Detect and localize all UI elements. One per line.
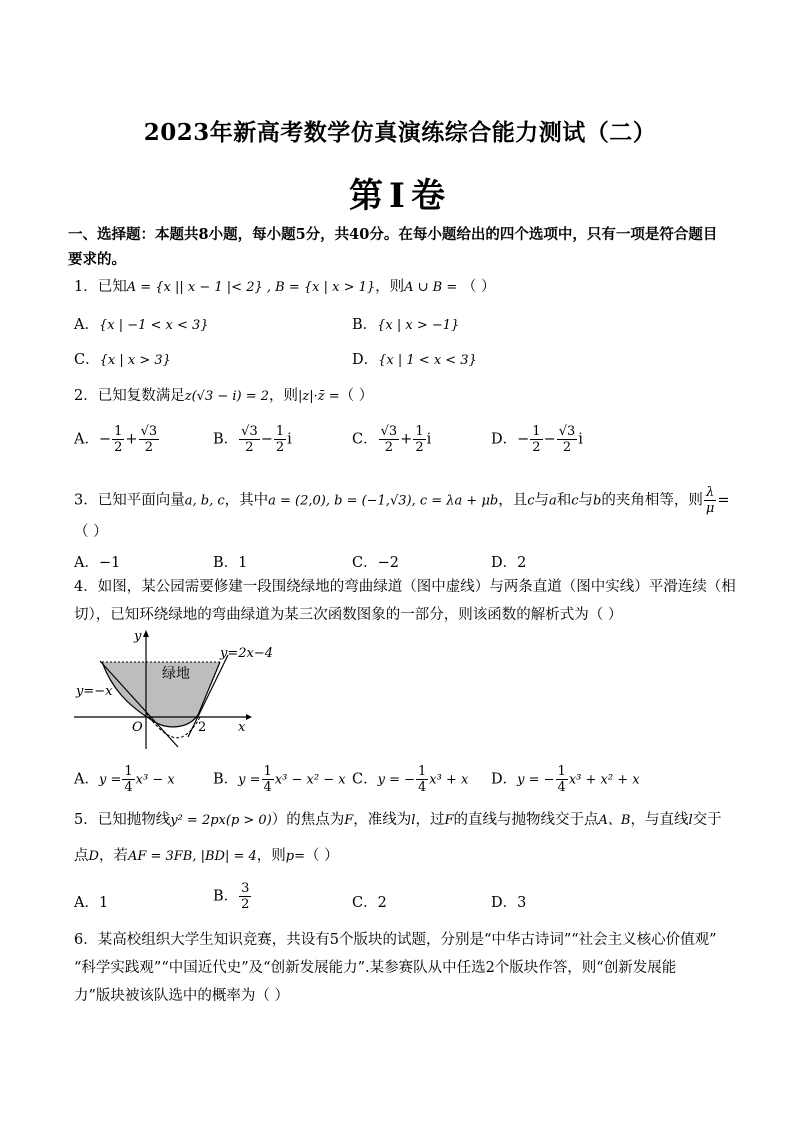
line1-label: y=2x−4 [220, 646, 274, 661]
q5-option-c: C．2 [352, 895, 387, 911]
q2-math: z(√3 − i) = 2 [184, 389, 270, 404]
page-title: 2023年新高考数学仿真演练综合能力测试（二） [143, 119, 657, 146]
question-6-line1: 6．某高校组织大学生知识竞赛，共设有5个版块的试题，分别是“中华古诗词”“社会主义核心价值观” [74, 932, 717, 948]
x-label: x [238, 720, 246, 735]
q1-option-d: D．{x | 1 < x < 3} [352, 352, 477, 368]
q2-option-c: C． $\frac{√3}{2}$ + $\frac{1}{2}$ i [352, 424, 432, 455]
region-label: 绿地 [162, 666, 190, 682]
q2-bracket: （ ） [339, 388, 374, 404]
q3-bracket: （ ） [74, 524, 108, 540]
q3-option-a: A．−1 [74, 555, 121, 571]
q1-math: A = {x || x − 1 |< 2} , B = {x | x > 1} [126, 280, 376, 295]
section-heading: 一、选择题：本题共8小题，每小题5分，共40分。在每小题给出的四个选项中，只有一项是符合题目要求的。 [68, 226, 718, 268]
volume-title: 第Ⅰ卷 [349, 176, 451, 216]
q4-option-c: C．y = − $\frac{1}{4}$ x³ + x [352, 764, 469, 795]
question-6-line2: “科学实践观”“中国近代史”及“创新发展能力”.某参赛队从中任选2个版块作答，则“创新发展能 [74, 960, 677, 976]
q1-option-a: A．{x | −1 < x < 3} [74, 317, 209, 333]
q2-option-a: A．− $\frac{1}{2}$ + $\frac{√3}{2}$ [74, 424, 158, 455]
question-2: 2．已知复数满足z(√3 − i) = 2，则|z|·z̄ =（ ） [74, 388, 374, 404]
q1-option-b: B．{x | x > −1} [352, 317, 460, 333]
tick-2-label: 2 [198, 720, 207, 735]
question-6-line3: 力”版块被该队选中的概率为（ ） [74, 988, 290, 1004]
question-5-line2: 点D，若AF = 3FB, |BD| = 4，则p=（ ） [74, 848, 339, 864]
q2-option-b: B． $\frac{√3}{2}$ − $\frac{1}{2}$ i [213, 424, 292, 455]
q4-option-b: B．y = $\frac{1}{4}$ x³ − x² − x [213, 764, 346, 795]
q4-option-d: D．y = − $\frac{1}{4}$ x³ + x² + x [491, 764, 640, 795]
q1-math2: A ∪ B = [404, 280, 458, 295]
q2-math2: |z|·z̄ = [298, 389, 340, 404]
line2-label: y=−x [76, 684, 113, 699]
y-label: y [134, 629, 142, 644]
q4-option-a: A．y = $\frac{1}{4}$ x³ − x [74, 764, 175, 795]
question-4-line2: 切），已知环绕绿地的弯曲绿道为某三次函数图象的一部分，则该函数的解析式为（ ） [74, 607, 623, 623]
q5-option-d: D．3 [491, 895, 527, 911]
question-4-line1: 4．如图，某公园需要修建一段围绕绿地的弯曲绿道（图中虚线）与两条直道（图中实线）平滑连续（相 [74, 579, 736, 595]
q5-option-b: B． $\frac{3}{2}$ [213, 881, 250, 912]
q3-option-c: C．−2 [352, 555, 399, 571]
q5-option-a: A．1 [74, 895, 109, 911]
question-5-line1: 5．已知抛物线y² = 2px(p > 0)）的焦点为F，准线为l，过F的直线与抛物线交于点A、B，与直线l交于 [74, 812, 722, 828]
q1-prefix: 1．已知 [74, 279, 127, 295]
question-1 [74, 276, 730, 299]
q3-option-d: D．2 [491, 555, 527, 571]
q1-suffix: ，则 [375, 279, 405, 295]
q2-option-d: D．− $\frac{1}{2}$ − $\frac{√3}{2}$ i [491, 424, 583, 455]
q1-bracket: （ ） [461, 279, 496, 295]
question-3: 3．已知平面向量a, b, c，其中a = (2,0), b = (−1,√3), c = λa + μb，且c与a和c与b的夹角相等，则 $\frac{\lambda}{\mu}$ = [74, 485, 730, 516]
q4-figure [70, 625, 274, 755]
q1-option-c: C．{x | x > 3} [74, 352, 171, 368]
q3-option-b: B．1 [213, 555, 248, 571]
origin-label: O [132, 720, 143, 735]
